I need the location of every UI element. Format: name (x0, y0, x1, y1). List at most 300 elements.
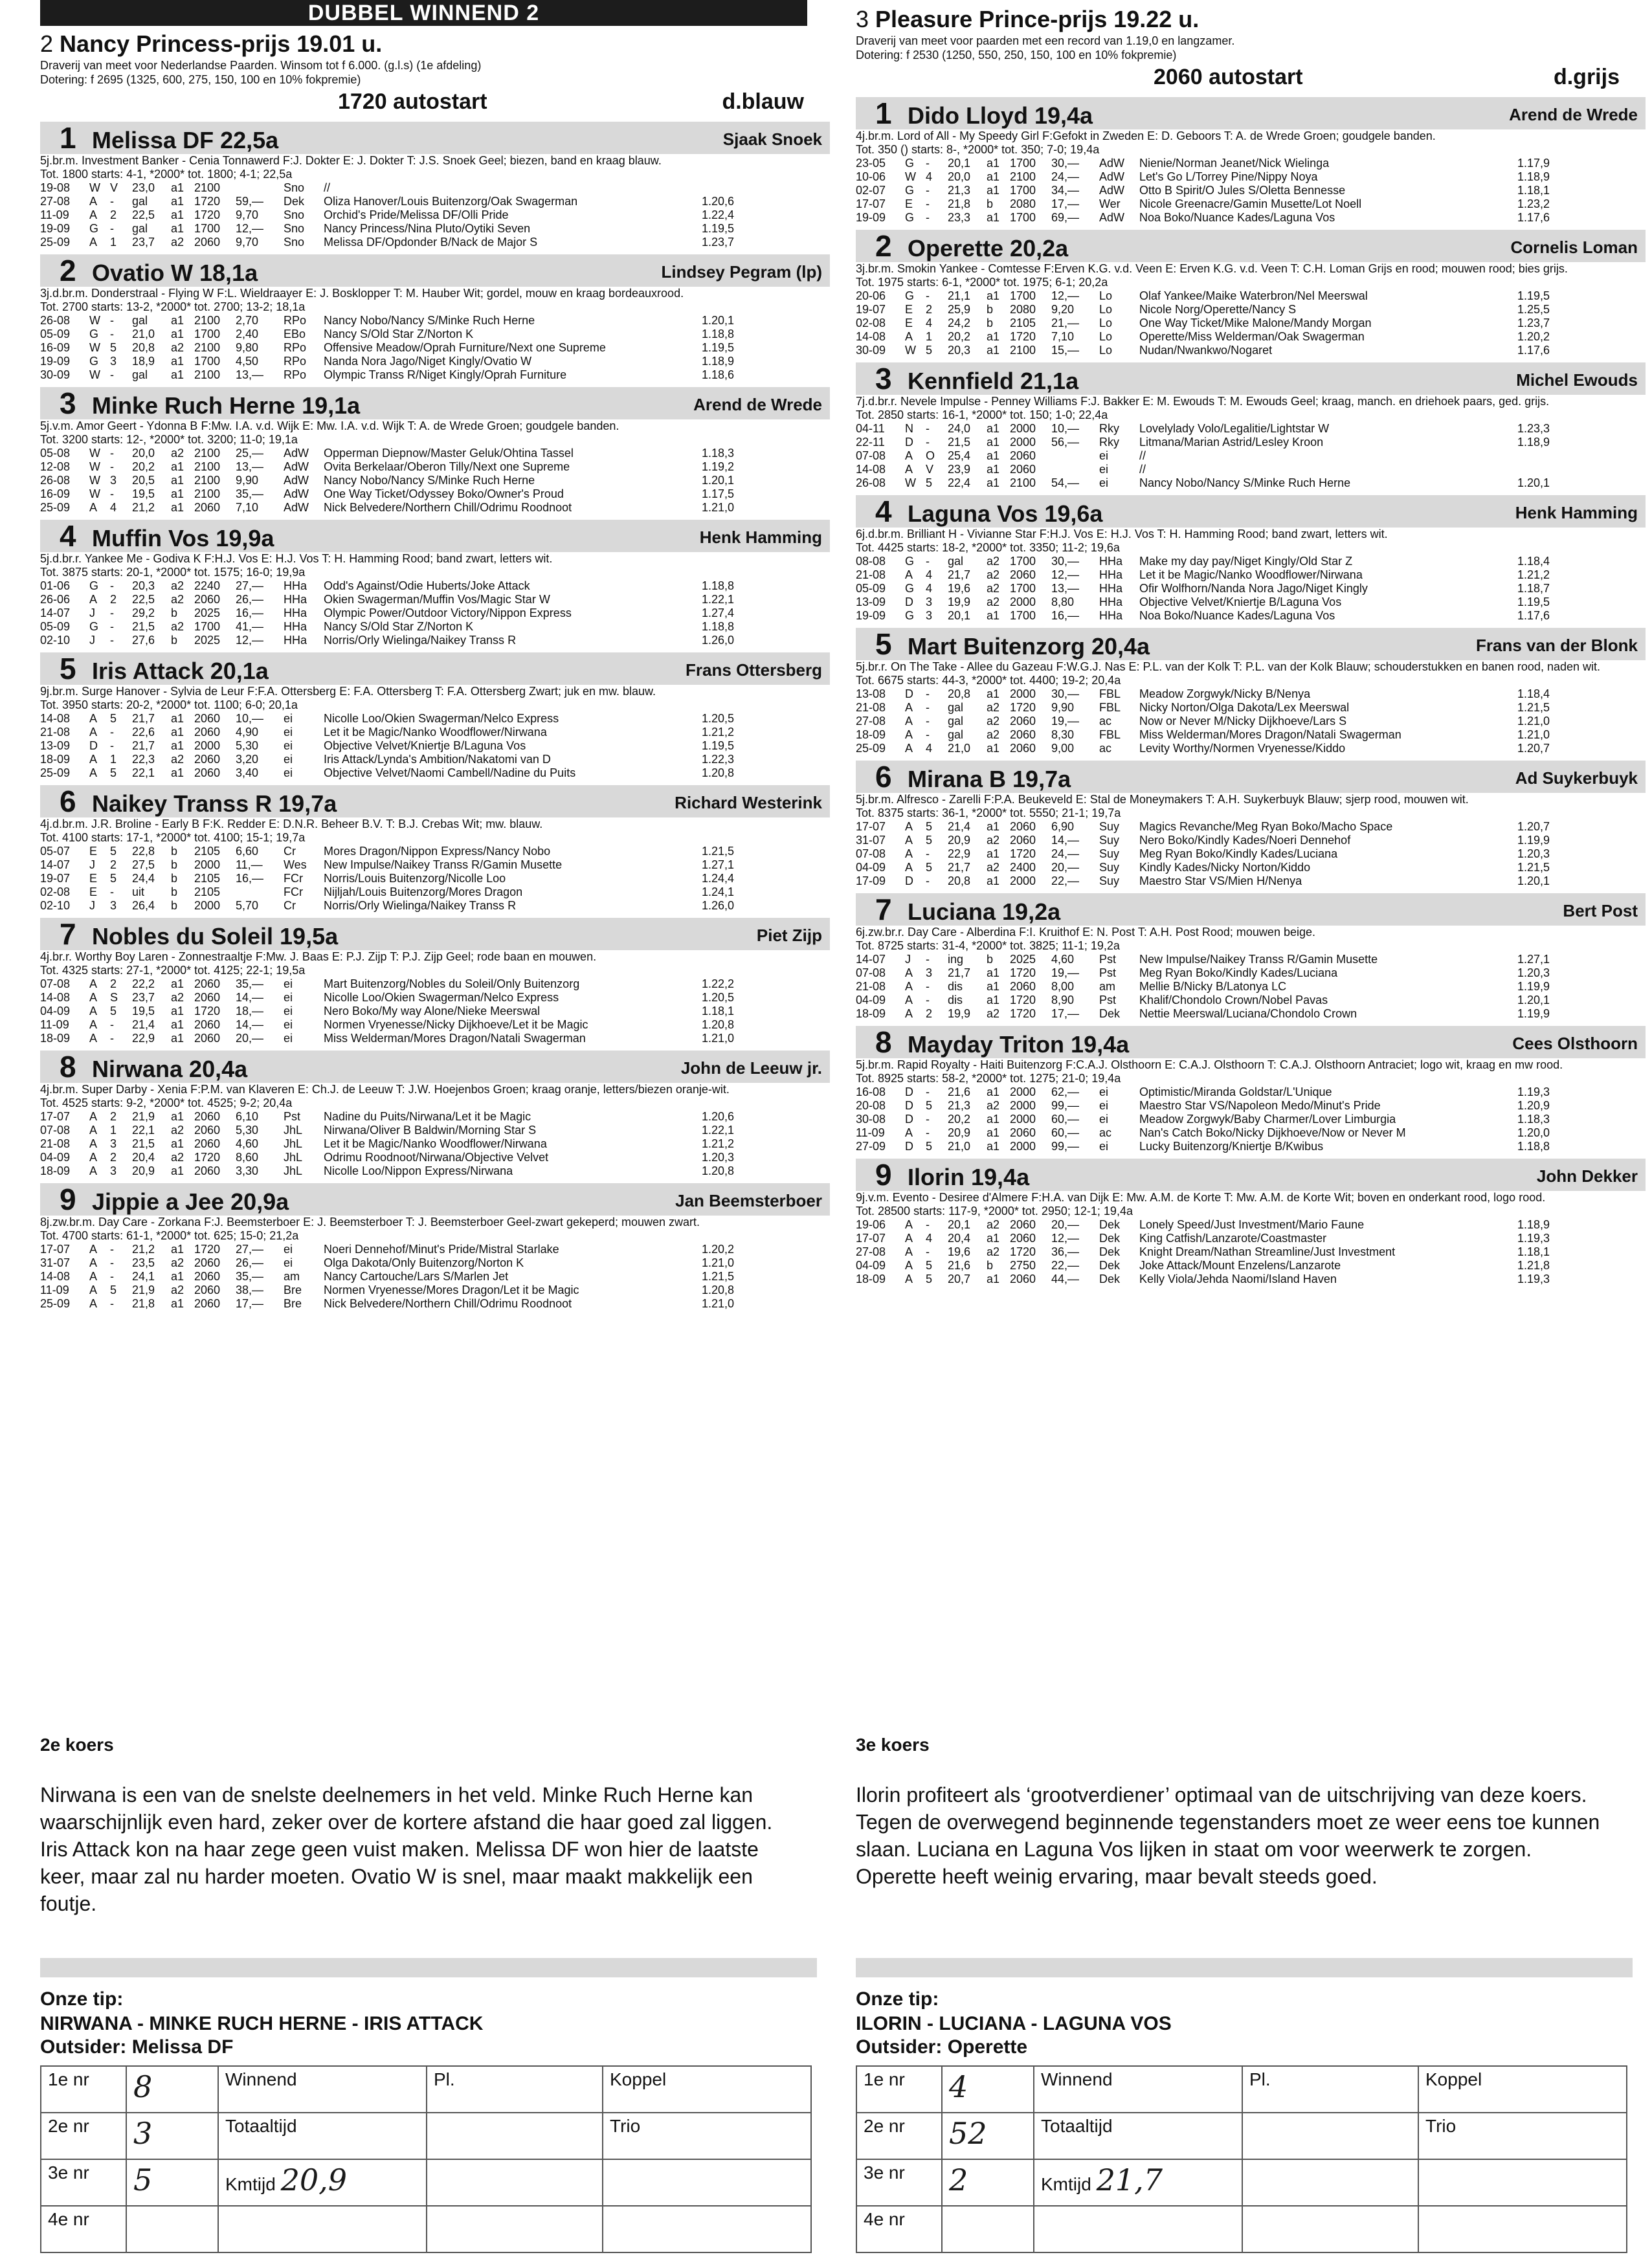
row-start: a1 (171, 222, 184, 235)
row-odds: 9,00 (1051, 742, 1075, 755)
row-odds: 22,— (1051, 874, 1080, 887)
row-driver: Pst (1099, 953, 1117, 966)
row-distance: 2100 (194, 368, 221, 381)
row-start: a1 (171, 726, 184, 739)
row-distance: 2060 (194, 712, 221, 725)
horse-pedigree: 5j.br.m. Alfresco - Zarelli F:P.A. Beukeveld E: Stal de Moneymakers T: A.H. Suykerbuyk Blauw; sjerp rood, mouwen wit. (856, 793, 1469, 806)
row-result: Noa Boko/Nuance Kades/Laguna Vos (1139, 211, 1335, 224)
row-kmtime: dis (948, 994, 963, 1006)
row-driver: RPo (284, 355, 307, 368)
horse-number: 2 (875, 229, 892, 263)
row-start: a1 (171, 1270, 184, 1283)
row-kmtime: 20,9 (948, 1126, 971, 1139)
row-date: 25-09 (40, 1297, 71, 1310)
horse-number: 4 (875, 495, 892, 528)
form-entry[interactable] (126, 2113, 218, 2159)
horse-entry (856, 761, 1646, 888)
row-odds (1051, 463, 1099, 476)
row-kmtime: 23,9 (948, 463, 971, 476)
horse-header (856, 495, 1646, 528)
horse-name: Muffin Vos 19,9a (92, 525, 274, 551)
row-result: Nadine du Puits/Nirwana/Let it be Magic (324, 1110, 531, 1123)
row-odds: 10,— (1051, 422, 1080, 435)
result-row (856, 1232, 1552, 1245)
row-result: Levity Worthy/Normen Vryenesse/Kiddo (1139, 742, 1346, 755)
row-result: Mellie B/Nicky B/Latonya LC (1139, 980, 1287, 993)
row-track: A (89, 991, 98, 1004)
row-driver: ei (284, 1005, 293, 1017)
row-kmtime: 20,1 (948, 609, 971, 622)
row-track: W (89, 447, 100, 460)
row-driver: RPo (284, 341, 307, 354)
row-start: a2 (987, 861, 1000, 874)
row-place: 2 (926, 303, 933, 316)
row-driver: RPo (284, 368, 307, 381)
row-kmtime: gal (132, 195, 148, 208)
row-place: 2 (110, 208, 117, 221)
outsider-label: Outsider: (856, 2036, 943, 2058)
row-driver: am (1099, 980, 1116, 993)
row-driver: ei (284, 1243, 293, 1256)
row-place: 1 (110, 753, 117, 766)
row-kmtime: 22,2 (132, 977, 155, 990)
results-table (40, 1110, 737, 1178)
row-place: - (110, 606, 114, 619)
row-place: - (926, 197, 930, 210)
row-driver: Suy (1099, 834, 1120, 847)
row-place: - (926, 847, 930, 860)
row-kmtime: 20,0 (132, 447, 155, 460)
row-date: 10-06 (856, 170, 886, 183)
results-table (40, 579, 737, 647)
row-wintime: 1.18,1 (1517, 1245, 1550, 1258)
result-row (40, 341, 737, 355)
row-wintime: 1.19,5 (701, 341, 734, 354)
form-option: Pl. (1242, 2066, 1418, 2113)
row-distance: 2060 (194, 1124, 221, 1137)
row-track: D (905, 1099, 913, 1112)
row-driver: HHa (1099, 595, 1123, 608)
form-entry[interactable] (942, 2066, 1034, 2113)
row-start: a1 (171, 368, 184, 381)
row-wintime: 1.21,0 (701, 1297, 734, 1310)
horse-name: Naikey Transs R 19,7a (92, 790, 337, 817)
row-driver: am (284, 1270, 300, 1283)
form-entry[interactable] (942, 2206, 1034, 2252)
row-date: 07-08 (40, 977, 71, 990)
row-distance: 2060 (1010, 1126, 1036, 1139)
row-odds: 9,20 (1051, 303, 1075, 316)
row-driver: Lo (1099, 344, 1113, 357)
form-option: Winnend (218, 2066, 427, 2113)
row-wintime: 1.22,4 (701, 208, 734, 221)
row-wintime: 1.20,8 (701, 1164, 734, 1177)
result-row (856, 1126, 1552, 1140)
row-date: 07-08 (856, 449, 886, 462)
handwritten-number: 8 (133, 2069, 153, 2104)
row-start: a2 (987, 555, 1000, 568)
row-date: 07-08 (40, 1124, 71, 1137)
result-row (856, 1273, 1552, 1286)
row-result: Nicky Norton/Olga Dakota/Lex Meerswal (1139, 701, 1350, 714)
results-table (40, 845, 737, 913)
horse-driver: Henk Hamming (1515, 503, 1638, 522)
row-distance: 1720 (194, 195, 221, 208)
form-row-label: 3e nr (41, 2159, 126, 2206)
commentary-heading: 2e koers (40, 1735, 114, 1755)
row-date: 04-09 (856, 861, 886, 874)
row-wintime: 1.20,0 (1517, 1126, 1550, 1139)
row-start: a1 (987, 874, 1000, 887)
row-kmtime: 25,9 (948, 303, 971, 316)
horse-pedigree: 4j.br.m. Super Darby - Xenia F:P.M. van Klaveren E: Ch.J. de Leeuw T: J.W. Hoejenbos Groen; kraag oranje, letters/biezen oranje-wit. (40, 1083, 730, 1096)
row-kmtime: 24,4 (132, 872, 155, 885)
row-track: A (89, 208, 98, 221)
row-date: 05-09 (856, 582, 886, 595)
row-wintime: 1.24,1 (701, 885, 734, 898)
row-driver: ac (1099, 742, 1112, 755)
row-distance: 2105 (194, 872, 221, 885)
row-driver: JhL (284, 1164, 303, 1177)
row-place: - (926, 289, 930, 302)
row-driver: HHa (284, 593, 307, 606)
row-start: a1 (987, 211, 1000, 224)
row-place: 3 (926, 966, 933, 979)
row-date: 11-09 (40, 1018, 69, 1031)
form-empty (427, 2159, 603, 2206)
row-date: 14-07 (40, 858, 71, 871)
row-track: A (905, 1259, 913, 1272)
betting-form (40, 2065, 812, 2253)
row-start: b (987, 1259, 994, 1272)
row-place: 4 (110, 501, 117, 514)
row-place: 5 (926, 1259, 933, 1272)
row-start: a2 (171, 753, 184, 766)
results-table (40, 712, 737, 780)
row-driver: Rky (1099, 436, 1119, 449)
row-track: D (905, 1113, 913, 1126)
row-kmtime: gal (948, 728, 964, 741)
row-distance: 2080 (1010, 303, 1036, 316)
horse-number: 3 (875, 362, 892, 395)
horse-number: 3 (60, 386, 76, 420)
row-wintime: 1.24,4 (701, 872, 734, 885)
row-place: 3 (110, 899, 117, 912)
row-track: A (905, 1007, 913, 1020)
horse-stats: Tot. 4325 starts: 27-1, *2000* tot. 4125; 22-1; 19,5a (40, 964, 306, 977)
result-row (856, 953, 1552, 966)
row-wintime: 1.18,1 (1517, 184, 1550, 197)
row-odds: 27,— (236, 579, 264, 592)
row-start: a1 (171, 1164, 184, 1177)
horse-driver: Jan Beemsterboer (675, 1191, 822, 1210)
row-date: 30-09 (856, 344, 886, 357)
row-track: J (89, 899, 95, 912)
horse-number: 1 (875, 96, 892, 130)
row-odds: 12,— (1051, 289, 1080, 302)
row-odds: 17,— (1051, 1007, 1080, 1020)
row-date: 22-11 (856, 436, 885, 449)
row-result: Let it be Magic/Nanko Woodflower/Nirwana (1139, 568, 1363, 581)
result-row (40, 991, 737, 1005)
result-row (40, 620, 737, 634)
row-driver: Wes (284, 858, 307, 871)
row-kmtime: 29,2 (132, 606, 155, 619)
row-wintime: 1.18,9 (1517, 436, 1550, 449)
row-driver: ei (284, 1256, 293, 1269)
section-banner: DUBBEL WINNEND 2 (40, 0, 807, 26)
form-entry[interactable] (942, 2113, 1034, 2159)
row-kmtime: gal (132, 314, 148, 327)
row-date: 19-09 (856, 211, 886, 224)
row-start: a1 (987, 994, 1000, 1006)
row-date: 19-06 (856, 1218, 886, 1231)
race-conditions: Draverij van meet voor Nederlandse Paarden. Winsom tot f 6.000. (g.l.s) (1e afdeling) (40, 59, 482, 72)
row-distance: 2100 (1010, 476, 1036, 489)
form-row-label: 1e nr (41, 2066, 126, 2113)
row-distance: 2060 (1010, 449, 1036, 462)
row-kmtime: 21,7 (948, 861, 971, 874)
result-row (856, 476, 1552, 490)
row-place: - (926, 1245, 930, 1258)
row-start: a1 (171, 766, 184, 779)
row-odds: 22,— (1051, 1259, 1080, 1272)
result-row (856, 157, 1552, 170)
row-driver: Dek (1099, 1218, 1121, 1231)
row-date: 27-08 (856, 715, 886, 728)
row-start: a1 (987, 422, 1000, 435)
row-odds: 35,— (236, 487, 264, 500)
result-row (40, 222, 737, 236)
row-kmtime: 19,9 (948, 595, 971, 608)
row-start: b (171, 858, 178, 871)
row-distance: 2000 (1010, 1140, 1036, 1153)
row-wintime: 1.19,9 (1517, 980, 1550, 993)
result-row (40, 474, 737, 487)
row-distance: 1720 (1010, 1245, 1036, 1258)
row-wintime: 1.19,5 (701, 739, 734, 752)
row-place: - (110, 1297, 114, 1310)
row-distance: 1700 (1010, 211, 1036, 224)
row-place: - (110, 1270, 114, 1283)
result-row (856, 555, 1552, 568)
row-wintime: 1.22,1 (701, 593, 734, 606)
row-wintime: 1.21,0 (701, 1256, 734, 1269)
row-result: Nienie/Norman Jeanet/Nick Wielinga (1139, 157, 1330, 170)
row-date: 04-11 (856, 422, 885, 435)
row-distance: 1720 (194, 1243, 221, 1256)
row-distance: 2025 (1010, 953, 1036, 966)
row-place: - (926, 1085, 930, 1098)
row-driver: AdW (1099, 157, 1125, 170)
row-track: A (89, 712, 98, 725)
row-kmtime: 22,6 (132, 726, 155, 739)
race-name: Pleasure Prince-prijs 19.22 u. (875, 6, 1200, 32)
row-wintime: 1.20,7 (1517, 820, 1550, 833)
form-entry[interactable] (126, 2159, 218, 2206)
horse-stats: Tot. 8375 starts: 36-1, *2000* tot. 5550; 21-1; 19,7a (856, 806, 1121, 819)
row-start: a1 (987, 476, 1000, 489)
result-row (40, 236, 737, 249)
row-place: S (110, 991, 118, 1004)
race-2-column (40, 0, 830, 1311)
row-kmtime: 20,1 (948, 1218, 971, 1231)
result-row (856, 1099, 1552, 1113)
form-option: Winnend (1034, 2066, 1242, 2113)
row-result: Joke Attack/Mount Enzelens/Lanzarote (1139, 1259, 1341, 1272)
row-odds: 12,— (1051, 568, 1080, 581)
horse-pedigree: 3j.br.m. Smokin Yankee - Comtesse F:Erven K.G. v.d. Veen E: Erven K.G. v.d. Veen T: C.H. Loman Grijs en rood; mouwen rood; bies grijs. (856, 262, 1568, 275)
row-result: Mores Dragon/Nippon Express/Nancy Nobo (324, 845, 551, 858)
row-odds: 2,70 (236, 314, 259, 327)
row-wintime (676, 181, 737, 195)
row-start: a2 (987, 715, 1000, 728)
horse-driver: Arend de Wrede (693, 395, 822, 414)
row-distance: 2060 (1010, 1232, 1036, 1245)
outsider-label: Outsider: (40, 2036, 127, 2058)
row-wintime: 1.20,5 (701, 712, 734, 725)
row-start: a2 (171, 620, 184, 633)
row-distance: 2240 (194, 579, 221, 592)
form-empty (1242, 2113, 1418, 2159)
results-table (856, 555, 1552, 623)
row-track: D (905, 1140, 913, 1153)
result-row (856, 568, 1552, 582)
row-wintime: 1.22,3 (701, 753, 734, 766)
row-wintime: 1.22,1 (701, 1124, 734, 1137)
horse-stats: Tot. 4700 starts: 61-1, *2000* tot. 625; 15-0; 21,2a (40, 1229, 299, 1242)
row-odds: 2,40 (236, 328, 259, 340)
row-wintime: 1.18,8 (1517, 1140, 1550, 1153)
row-kmtime: 20,0 (948, 170, 971, 183)
result-row (40, 712, 737, 726)
row-start: a1 (171, 181, 184, 194)
result-row (856, 595, 1552, 609)
row-date: 18-09 (856, 1273, 886, 1285)
row-track: A (905, 966, 913, 979)
result-row (40, 314, 737, 328)
row-result: Nero Boko/My way Alone/Nieke Meerswal (324, 1005, 541, 1017)
horse-entry (856, 1026, 1646, 1153)
row-distance: 2400 (1010, 861, 1036, 874)
row-date: 18-09 (856, 1007, 886, 1020)
row-date: 17-07 (40, 1110, 71, 1123)
row-track: A (89, 1018, 98, 1031)
row-track: W (89, 474, 100, 487)
row-driver: ei (1099, 1085, 1109, 1098)
row-date: 18-09 (40, 1032, 71, 1045)
result-row (40, 1137, 737, 1151)
horse-header (856, 1026, 1646, 1058)
row-wintime: 1.19,5 (1517, 289, 1550, 302)
horse-header (40, 918, 830, 950)
row-wintime: 1.19,9 (1517, 834, 1550, 847)
horse-name: Jippie a Jee 20,9a (92, 1188, 289, 1215)
row-wintime: 1.20,1 (1517, 994, 1550, 1006)
row-distance: 2100 (194, 447, 221, 460)
row-kmtime: gal (948, 555, 964, 568)
row-distance: 2000 (1010, 1085, 1036, 1098)
row-odds: 8,00 (1051, 980, 1075, 993)
row-wintime: 1.23,7 (1517, 317, 1550, 329)
row-kmtime: gal (948, 701, 964, 714)
row-track: G (905, 211, 915, 224)
row-odds: 4,90 (236, 726, 259, 739)
result-row (856, 344, 1552, 357)
row-odds: 26,— (236, 1256, 264, 1269)
row-kmtime: 22,9 (948, 847, 971, 860)
row-track: E (905, 303, 913, 316)
row-date: 04-09 (40, 1151, 71, 1164)
row-result: Iris Attack/Lynda's Ambition/Nakatomi van D (324, 753, 551, 766)
row-place: - (110, 620, 114, 633)
form-option: Trio (1418, 2113, 1627, 2159)
row-place: 5 (110, 712, 117, 725)
row-place: 3 (110, 355, 117, 368)
result-row (856, 197, 1552, 211)
result-row (856, 289, 1552, 303)
row-date: 08-08 (856, 555, 886, 568)
row-place: - (110, 726, 114, 739)
row-date: 31-07 (856, 834, 886, 847)
row-distance: 2100 (1010, 170, 1036, 183)
row-track: A (905, 449, 913, 462)
row-track: D (905, 595, 913, 608)
row-driver: Lo (1099, 289, 1113, 302)
row-driver: Suy (1099, 874, 1120, 887)
row-result: Nancy Nobo/Nancy S/Minke Ruch Herne (324, 314, 535, 327)
row-date: 02-08 (40, 885, 71, 898)
row-driver: Rky (1099, 422, 1119, 435)
row-distance: 2100 (194, 460, 221, 473)
row-start: a1 (171, 501, 184, 514)
result-row (856, 211, 1552, 225)
tip-picks: ILORIN - LUCIANA - LAGUNA VOS (856, 2013, 1172, 2034)
results-table (856, 820, 1552, 888)
result-row (856, 715, 1552, 728)
form-entry[interactable] (942, 2159, 1034, 2206)
row-wintime: 1.21,5 (1517, 861, 1550, 874)
row-start: a2 (987, 595, 1000, 608)
form-entry[interactable] (126, 2206, 218, 2252)
row-kmtime: 22,3 (132, 753, 155, 766)
row-driver: ei (284, 739, 293, 752)
row-date: 14-07 (40, 606, 71, 619)
row-driver: Dek (284, 195, 305, 208)
race-number: 2 (40, 30, 54, 57)
form-row-label: 3e nr (856, 2159, 942, 2206)
horse-stats: Tot. 4525 starts: 9-2, *2000* tot. 4525; 9-2; 20,4a (40, 1096, 293, 1109)
form-entry[interactable] (126, 2066, 218, 2113)
horse-pedigree: 4j.br.r. Worthy Boy Laren - Zonnestraaltje F:Mw. J. Baas E: P.J. Zijp T: P.J. Zijp Geel; rode baan en mouwen. (40, 950, 597, 963)
row-place: 5 (926, 1099, 933, 1112)
row-start: a1 (987, 449, 1000, 462)
row-driver: HHa (284, 606, 307, 619)
outsider-line (40, 2036, 817, 2059)
row-kmtime: gal (132, 222, 148, 235)
row-distance: 2060 (1010, 1218, 1036, 1231)
row-date: 27-09 (856, 1140, 886, 1153)
row-wintime: 1.17,6 (1517, 344, 1550, 357)
row-place: - (110, 195, 114, 208)
row-date: 17-09 (856, 874, 886, 887)
results-table (40, 314, 737, 382)
row-place: 1 (110, 1124, 117, 1137)
row-result: Magics Revanche/Meg Ryan Boko/Macho Space (1139, 820, 1393, 833)
row-distance: 1700 (1010, 157, 1036, 170)
row-date: 05-09 (40, 620, 71, 633)
row-start: a1 (987, 1085, 1000, 1098)
